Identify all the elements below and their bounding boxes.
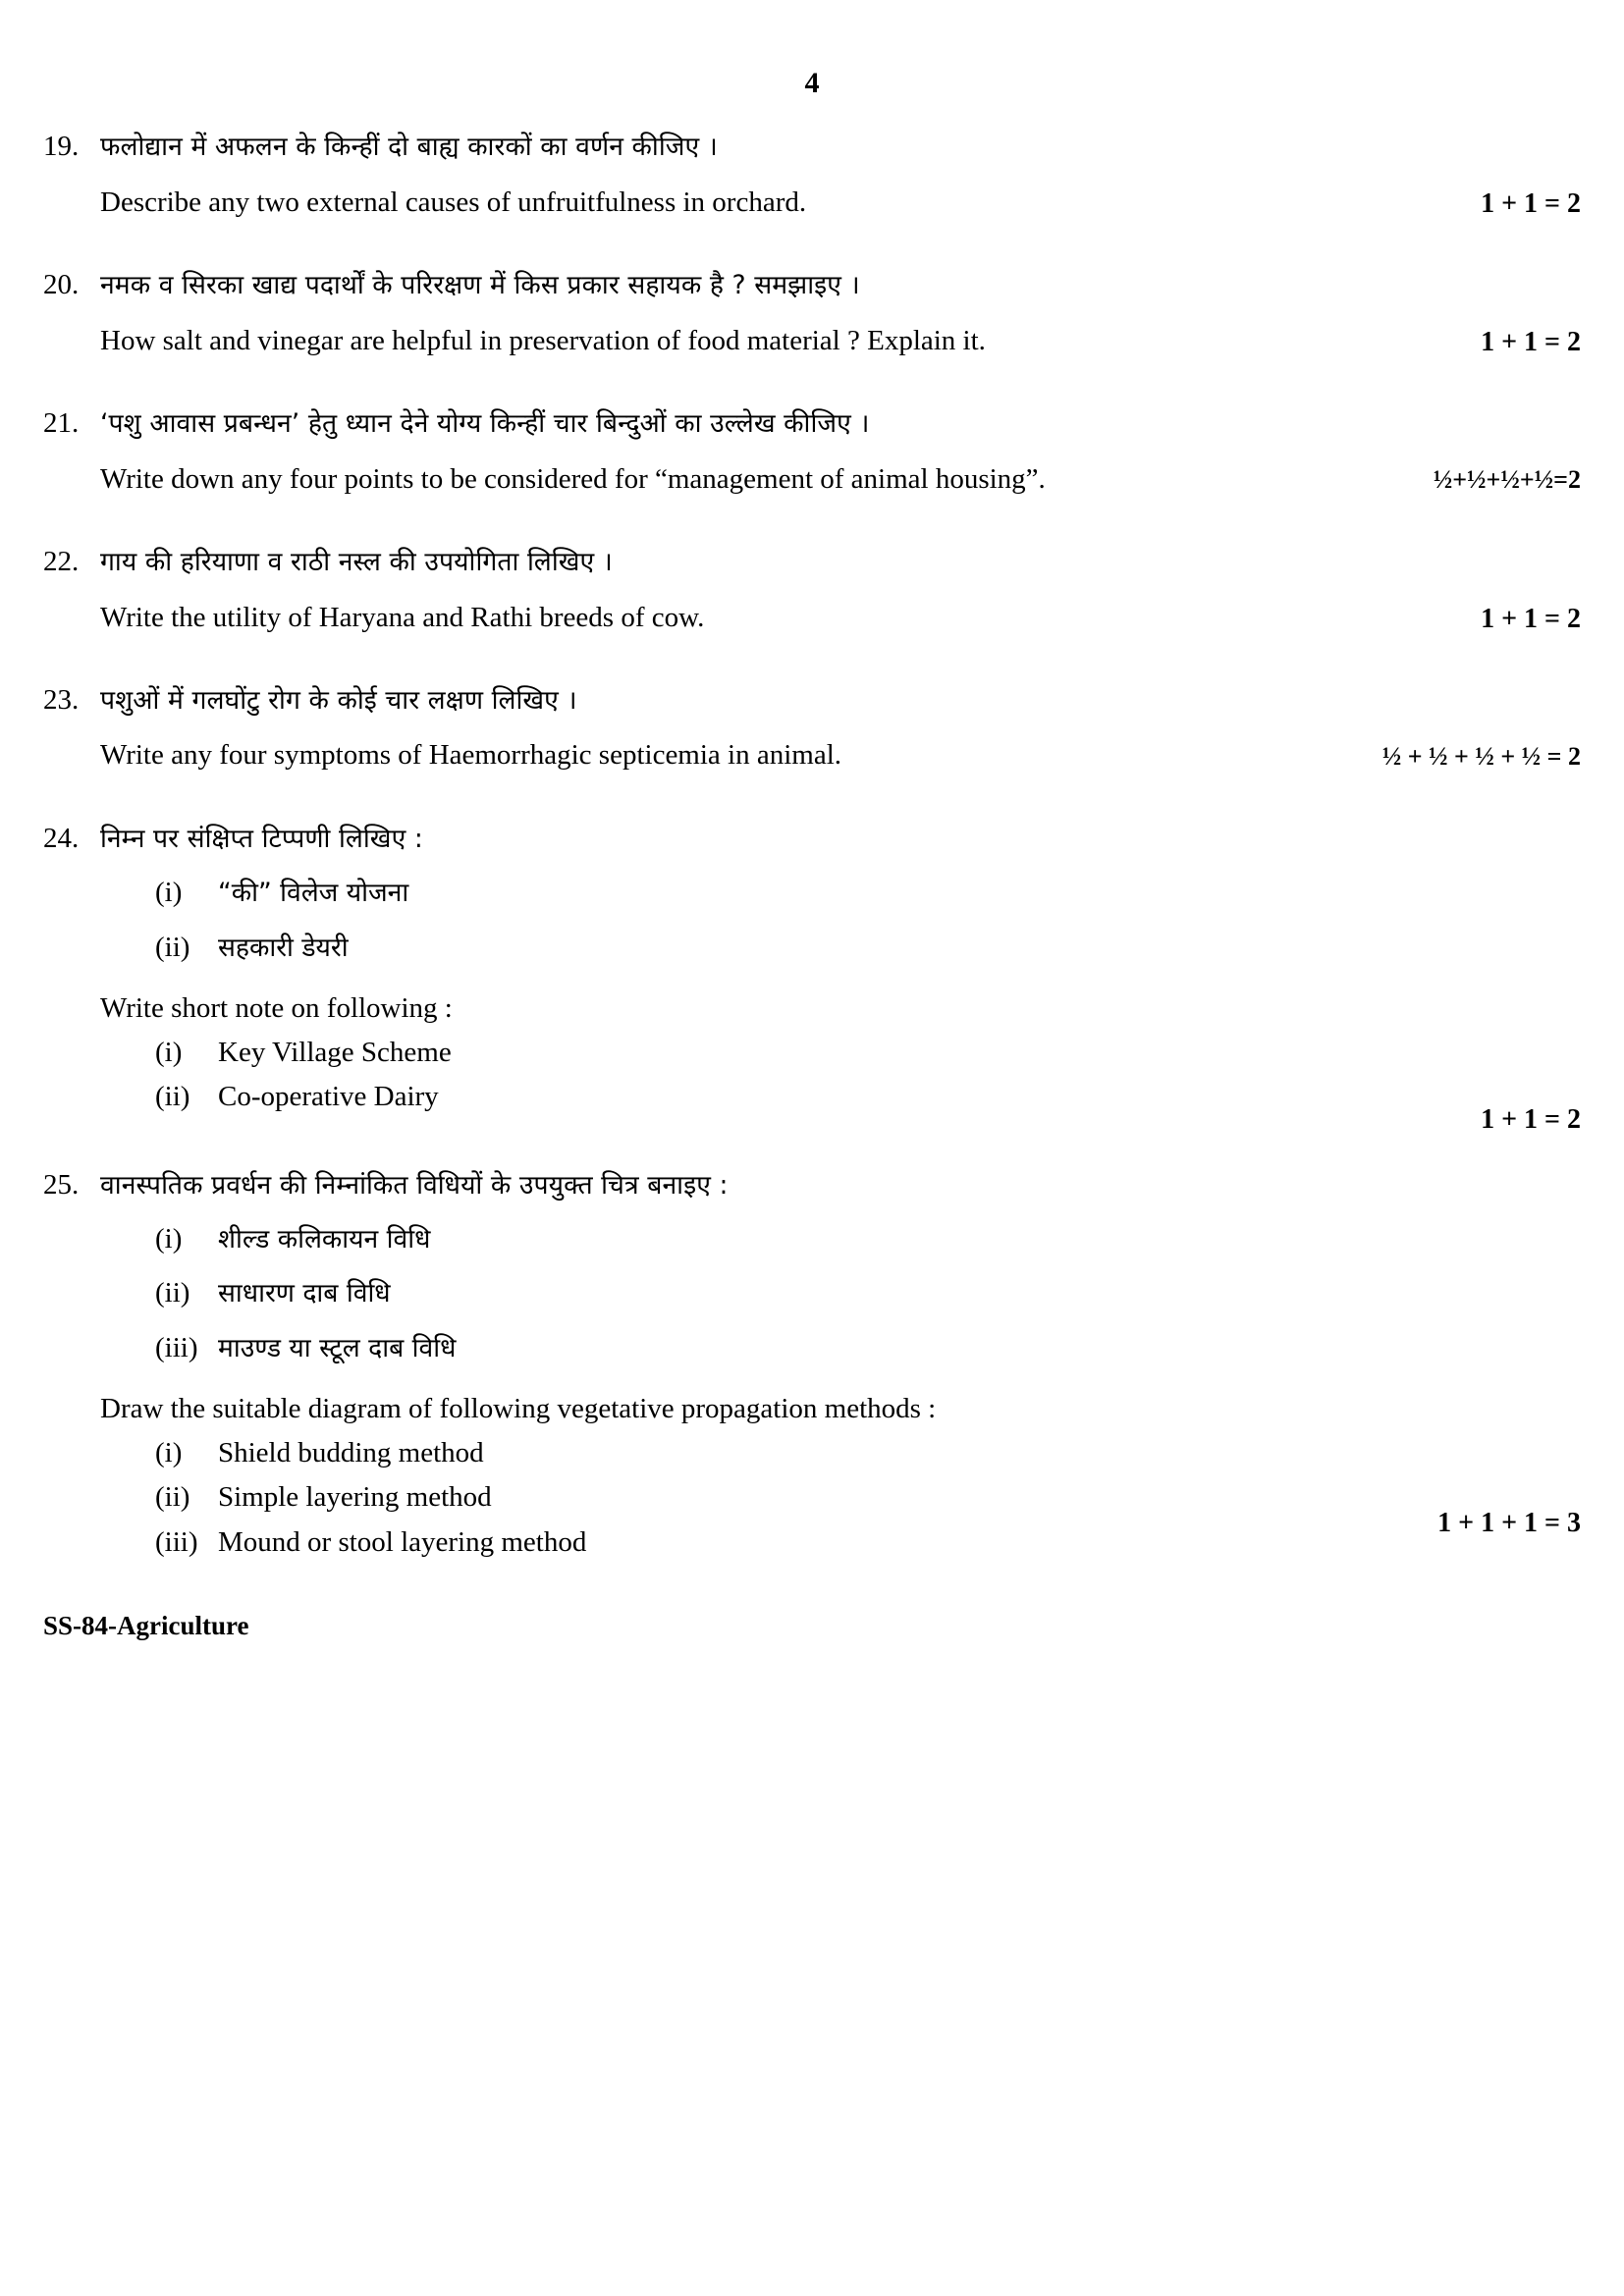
sub-item-label: सहकारी डेयरी — [218, 932, 349, 963]
marks-allocation: 1 + 1 + 1 = 3 — [1437, 1507, 1581, 1538]
marks-allocation: 1 + 1 = 2 — [1481, 603, 1581, 634]
sub-item-label: साधारण दाब विधि — [218, 1278, 391, 1309]
sub-item-marker: (i) — [155, 1437, 183, 1469]
question-text-english: Write down any four points to be considered for “management of animal housing”. — [100, 462, 1046, 495]
list-item — [100, 1034, 1581, 1072]
question-number: 25. — [43, 1168, 80, 1201]
sub-item-marker: (iii) — [155, 1525, 198, 1558]
question-20 — [39, 266, 1581, 361]
question-text-hindi: ‘पशु आवास प्रबन्धन’ हेतु ध्यान देने योग्य किन्हीं चार बिन्दुओं का उल्लेख कीजिए । — [100, 407, 870, 439]
list-item — [100, 1329, 1581, 1367]
sub-items-english — [100, 1434, 1581, 1561]
sub-item-marker: (ii) — [155, 1481, 190, 1514]
question-text-english: Draw the suitable diagram of following vegetative propagation methods : — [100, 1392, 937, 1424]
questions-container — [0, 100, 1624, 1568]
marks-allocation: ½ + ½ + ½ + ½ = 2 — [1381, 741, 1581, 771]
question-text-hindi: वानस्पतिक प्रवर्धन की निम्नांकित विधियों के उपयुक्त चित्र बनाइए : — [100, 1169, 729, 1201]
question-number: 21. — [43, 406, 80, 439]
list-item — [100, 1523, 1581, 1562]
list-item — [100, 1078, 1581, 1116]
marks-allocation: 1 + 1 = 2 — [1481, 1103, 1581, 1135]
marks-allocation: 1 + 1 = 2 — [1481, 188, 1581, 219]
question-text-hindi: फलोद्यान में अफलन के किन्हीं दो बाह्य कारकों का वर्णन कीजिए । — [100, 132, 718, 162]
question-25 — [39, 1166, 1581, 1568]
marks-allocation: ½+½+½+½=2 — [1433, 464, 1581, 494]
list-item — [100, 1434, 1581, 1472]
question-number: 23. — [43, 683, 80, 716]
question-text-english: Write the utility of Haryana and Rathi breeds of cow. — [100, 601, 705, 633]
sub-item-label: Simple layering method — [218, 1481, 492, 1514]
question-text-hindi: निम्न पर संक्षिप्त टिप्पणी लिखिए : — [100, 823, 423, 854]
sub-item-label: Shield budding method — [218, 1437, 484, 1469]
question-text-hindi: पशुओं में गलघोंटु रोग के कोई चार लक्षण लिखिए । — [100, 684, 577, 716]
list-item — [100, 929, 1581, 967]
list-item — [100, 1478, 1581, 1517]
sub-item-marker: (i) — [155, 877, 183, 909]
question-text-english: Describe any two external causes of unfruitfulness in orchard. — [100, 186, 807, 218]
sub-items-english — [100, 1034, 1581, 1116]
question-number: 22. — [43, 545, 80, 577]
question-text-english: Write any four symptoms of Haemorrhagic septicemia in animal. — [100, 739, 842, 772]
sub-item-label: Key Village Scheme — [218, 1037, 452, 1069]
sub-item-label: शील्ड कलिकायन विधि — [218, 1224, 431, 1255]
sub-item-marker: (i) — [155, 1223, 183, 1255]
question-23 — [39, 681, 1581, 776]
marks-allocation: 1 + 1 = 2 — [1481, 326, 1581, 357]
question-text-english: How salt and vinegar are helpful in preservation of food material ? Explain it. — [100, 324, 986, 356]
sub-items-hindi — [100, 874, 1581, 966]
question-text-hindi: नमक व सिरका खाद्य पदार्थों के परिरक्षण में किस प्रकार सहायक है ? समझाइए । — [100, 269, 860, 300]
sub-item-label: Co-operative Dairy — [218, 1081, 439, 1113]
sub-item-label: माउण्ड या स्टूल दाब विधि — [218, 1332, 457, 1363]
sub-item-marker: (iii) — [155, 1331, 198, 1363]
sub-item-label: Mound or stool layering method — [218, 1525, 587, 1558]
question-24 — [39, 820, 1581, 1135]
sub-item-label: “की” विलेज योजना — [218, 878, 409, 909]
sub-item-marker: (ii) — [155, 1081, 190, 1113]
question-21 — [39, 404, 1581, 500]
sub-item-marker: (ii) — [155, 931, 190, 963]
sub-item-marker: (ii) — [155, 1277, 190, 1309]
question-19 — [39, 128, 1581, 223]
question-text-english: Write short note on following : — [100, 991, 453, 1024]
paper-code-footer: SS-84-Agriculture — [43, 1610, 249, 1640]
question-text-hindi: गाय की हरियाणा व राठी नस्ल की उपयोगिता लिखिए । — [100, 546, 613, 577]
page-number: 4 — [804, 67, 820, 99]
question-number: 19. — [43, 131, 80, 162]
question-number: 20. — [43, 268, 80, 300]
sub-item-marker: (i) — [155, 1037, 183, 1069]
question-22 — [39, 543, 1581, 638]
list-item — [100, 1274, 1581, 1312]
question-number: 24. — [43, 822, 80, 854]
sub-items-hindi — [100, 1220, 1581, 1366]
list-item — [100, 1220, 1581, 1258]
list-item — [100, 874, 1581, 912]
